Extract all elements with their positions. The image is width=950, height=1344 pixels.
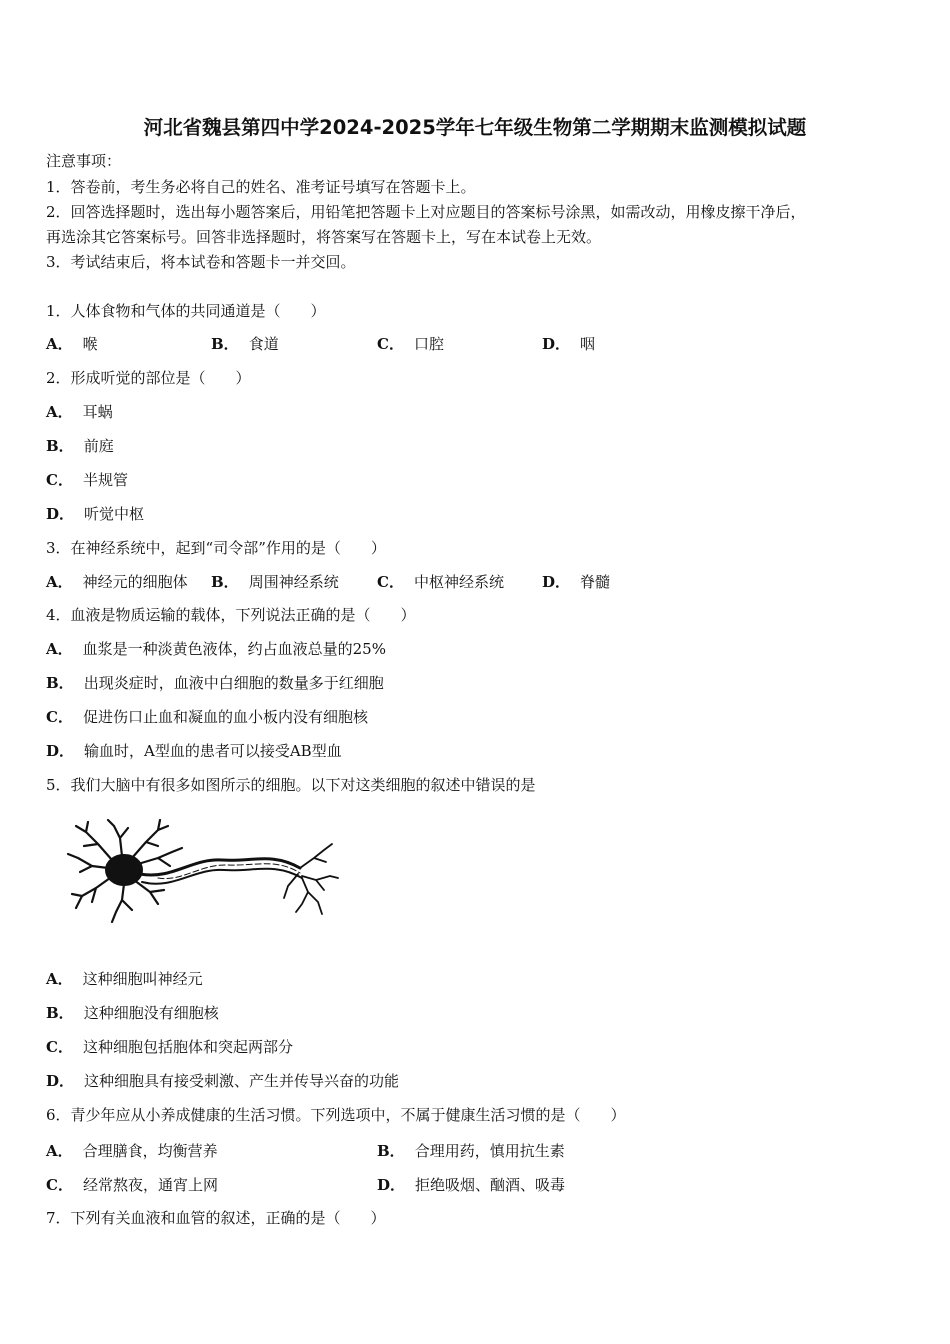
option-a xyxy=(46,969,203,989)
question-stem: 7．下列有关血液和血管的叙述，正确的是（ ） xyxy=(46,1209,386,1227)
option-text: 喉 xyxy=(82,335,98,353)
option-label: D． xyxy=(46,742,75,760)
option-text: 咽 xyxy=(580,335,596,353)
option-text: 这种细胞包括胞体和突起两部分 xyxy=(82,1038,293,1056)
option-label: C． xyxy=(46,1176,73,1194)
option-label: A． xyxy=(46,970,73,988)
option-text: 经常熬夜，通宵上网 xyxy=(82,1176,218,1194)
option-text: 口腔 xyxy=(413,335,444,353)
option-label: B． xyxy=(46,1004,74,1022)
option-text: 出现炎症时，血液中白细胞的数量多于红细胞 xyxy=(83,674,384,692)
option-text: 血浆是一种淡黄色液体，约占血液总量的25% xyxy=(82,640,386,658)
option-c xyxy=(46,707,368,727)
option-b xyxy=(46,673,384,693)
option-d xyxy=(377,1175,565,1195)
option-text: 合理用药，慎用抗生素 xyxy=(414,1142,565,1160)
option-text: 听觉中枢 xyxy=(84,505,145,523)
option-label: D． xyxy=(46,1072,75,1090)
option-c xyxy=(377,334,444,354)
option-label: D． xyxy=(46,505,75,523)
option-d xyxy=(46,741,342,761)
option-label: A． xyxy=(46,573,73,591)
option-c xyxy=(46,1037,293,1057)
option-text: 脊髓 xyxy=(580,573,611,591)
option-label: B． xyxy=(46,674,74,692)
option-label: B． xyxy=(211,573,239,591)
option-text: 输血时，A型血的患者可以接受AB型血 xyxy=(84,742,342,760)
question-stem: 5．我们大脑中有很多如图所示的细胞。以下对这类细胞的叙述中错误的是 xyxy=(46,776,536,794)
question-stem: 2．形成听觉的部位是（ ） xyxy=(46,369,251,387)
option-text: 这种细胞没有细胞核 xyxy=(83,1004,219,1022)
question-stem: 1．人体食物和气体的共同通道是（ ） xyxy=(46,302,326,320)
option-d xyxy=(46,504,144,524)
option-label: B． xyxy=(46,437,74,455)
option-c xyxy=(377,572,504,592)
question-stem: 4．血液是物质运输的载体，下列说法正确的是（ ） xyxy=(46,606,416,624)
option-label: C． xyxy=(46,708,73,726)
option-label: C． xyxy=(377,573,404,591)
option-label: A． xyxy=(46,403,73,421)
option-label: D． xyxy=(542,335,571,353)
option-text: 半规管 xyxy=(82,471,128,489)
option-b xyxy=(211,334,279,354)
option-label: C． xyxy=(46,1038,73,1056)
option-text: 这种细胞具有接受刺激、产生并传导兴奋的功能 xyxy=(84,1072,400,1090)
option-d xyxy=(542,572,610,592)
option-text: 中枢神经系统 xyxy=(413,573,504,591)
notice-item: 1．答卷前，考生务必将自己的姓名、准考证号填写在答题卡上。 xyxy=(46,178,476,196)
question-stem: 6．青少年应从小养成健康的生活习惯。下列选项中，不属于健康生活习惯的是（ ） xyxy=(46,1106,626,1124)
option-b xyxy=(211,572,339,592)
option-a xyxy=(46,402,113,422)
option-label: D． xyxy=(377,1176,406,1194)
option-c xyxy=(46,1175,218,1195)
option-d xyxy=(46,1071,399,1091)
option-label: B． xyxy=(377,1142,405,1160)
option-text: 神经元的细胞体 xyxy=(82,573,188,591)
option-text: 耳蜗 xyxy=(82,403,113,421)
notice-heading: 注意事项： xyxy=(46,152,122,170)
option-b xyxy=(46,1003,219,1023)
option-label: C． xyxy=(377,335,404,353)
option-label: B． xyxy=(211,335,239,353)
page-title: 河北省魏县第四中学2024-2025学年七年级生物第二学期期末监测模拟试题 xyxy=(143,116,807,139)
option-a xyxy=(46,639,386,659)
option-label: A． xyxy=(46,640,73,658)
notice-item: 再选涂其它答案标号。回答非选择题时，将答案写在答题卡上，写在本试卷上无效。 xyxy=(46,228,602,246)
option-b xyxy=(46,436,114,456)
notice-item: 2．回答选择题时，选出每小题答案后，用铅笔把答题卡上对应题目的答案标号涂黑，如需改动，用橡皮擦干净后， xyxy=(46,203,806,221)
option-text: 合理膳食，均衡营养 xyxy=(82,1142,218,1160)
option-text: 前庭 xyxy=(83,437,114,455)
option-label: A． xyxy=(46,335,73,353)
option-text: 食道 xyxy=(248,335,279,353)
option-label: C． xyxy=(46,471,73,489)
option-label: D． xyxy=(542,573,571,591)
question-stem: 3．在神经系统中，起到“司令部”作用的是（ ） xyxy=(46,539,386,557)
notice-item: 3．考试结束后，将本试卷和答题卡一并交回。 xyxy=(46,253,356,271)
option-c xyxy=(46,470,128,490)
option-d xyxy=(542,334,595,354)
option-b xyxy=(377,1141,565,1161)
option-text: 拒绝吸烟、酗酒、吸毒 xyxy=(415,1176,566,1194)
option-a xyxy=(46,334,98,354)
option-a xyxy=(46,1141,218,1161)
option-text: 这种细胞叫神经元 xyxy=(82,970,203,988)
option-text: 周围神经系统 xyxy=(248,573,339,591)
neuron-figure xyxy=(62,818,344,934)
option-text: 促进伤口止血和凝血的血小板内没有细胞核 xyxy=(82,708,368,726)
option-label: A． xyxy=(46,1142,73,1160)
option-a xyxy=(46,572,188,592)
